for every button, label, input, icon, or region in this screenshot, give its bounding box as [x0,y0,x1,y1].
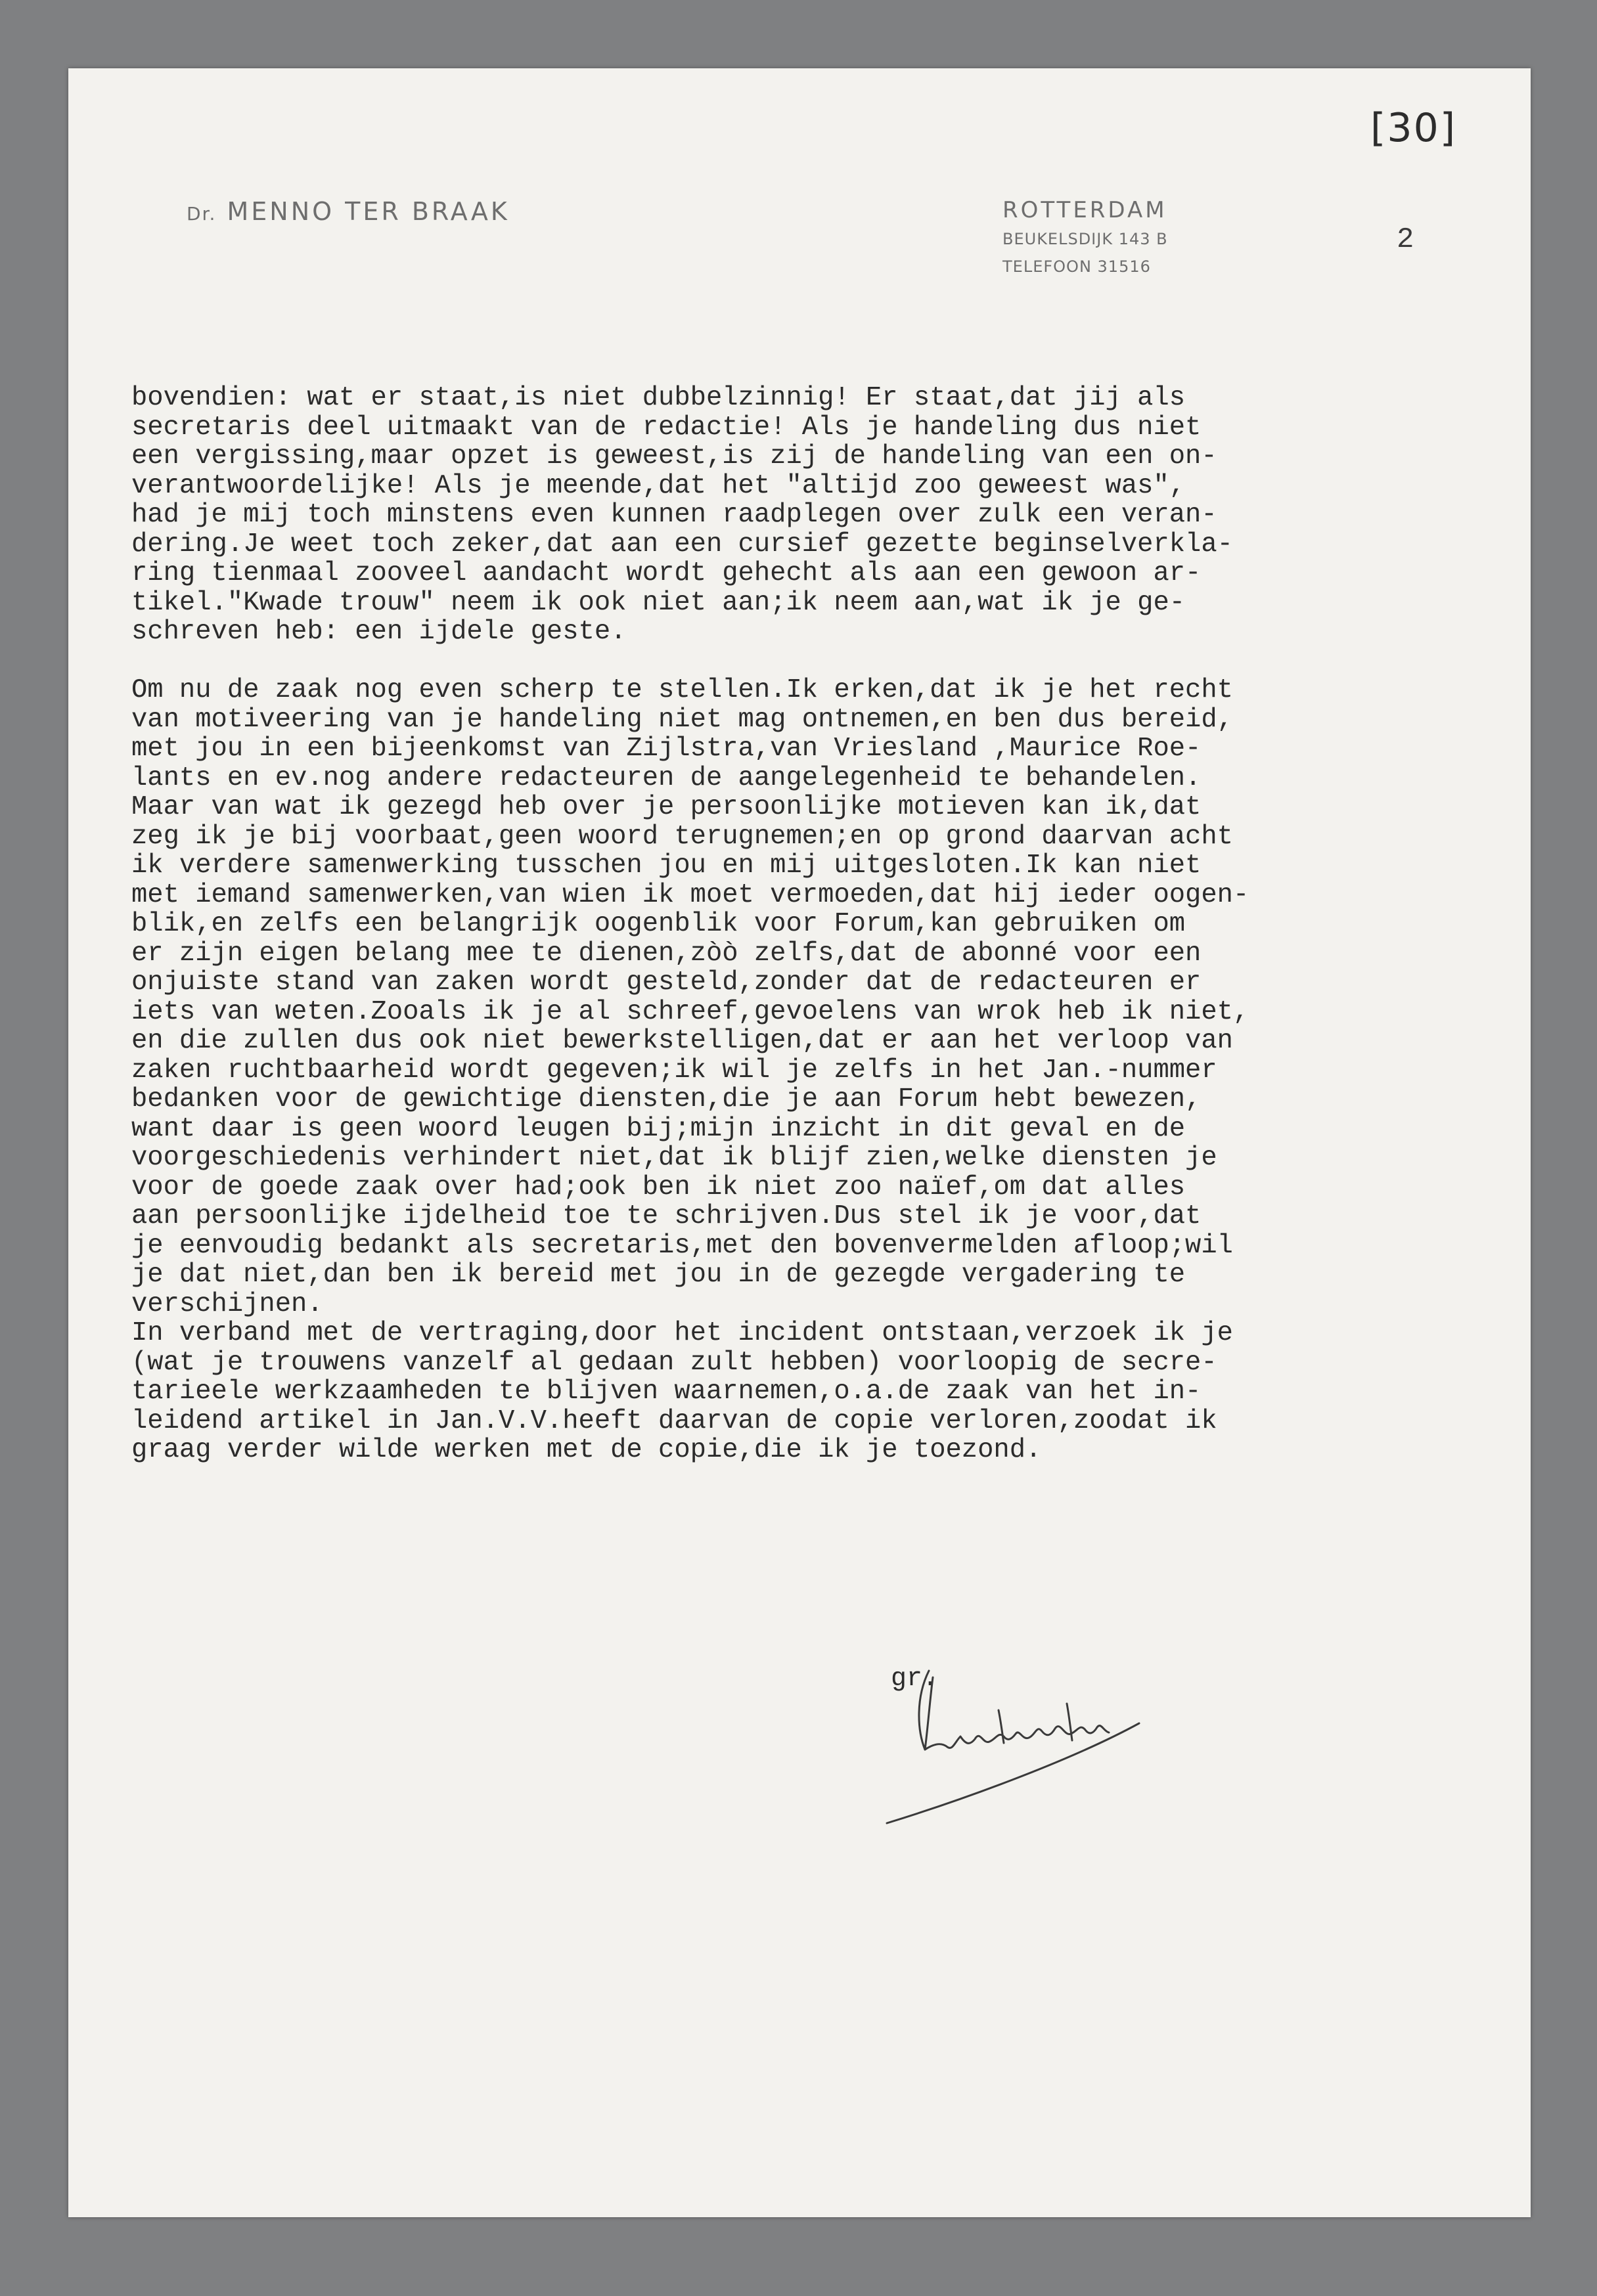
text-line: schreven heb: een ijdele geste. [131,617,627,647]
text-line: dering.Je weet toch zeker,dat aan een cursief gezette beginselverkla- [131,529,1233,560]
text-line: bovendien: wat er staat,is niet dubbelzinnig! Er staat,dat jij als [131,383,1186,413]
text-line: met jou in een bijeenkomst van Zijlstra,van Vriesland ,Maurice Roe- [131,734,1202,764]
text-line: voor de goede zaak over had;ook ben ik niet zoo naïef,om dat alles [131,1172,1186,1203]
page-number: 2 [1397,223,1414,256]
text-line: ring tienmaal zooveel aandacht wordt gehecht als aan een gewoon ar- [131,558,1202,588]
text-line: Om nu de zaak nog even scherp te stellen.Ik erken,dat ik je het recht [131,675,1233,705]
paragraph-2 [131,676,1524,1465]
text-line: secretaris deel uitmaakt van de redactie! Als je handeling dus niet [131,412,1202,443]
text-line: want daar is geen woord leugen bij;mijn inzicht in dit geval en de [131,1113,1186,1144]
text-line: je eenvoudig bedankt als secretaris,met den bovenvermelden afloop;wil [131,1230,1233,1261]
letterhead-address-block [1002,197,1168,278]
letterhead-city: ROTTERDAM [1002,197,1167,223]
text-line: een vergissing,maar opzet is geweest,is zij de handeling van een on- [131,441,1217,472]
text-line: tikel."Kwade trouw" neem ik ook niet aan;ik neem aan,wat ik je ge- [131,587,1186,618]
text-line: voorgeschiedenis verhindert niet,dat ik blijf zien,welke diensten je [131,1143,1217,1173]
text-line: leidend artikel in Jan.V.V.heeft daarvan de copie verloren,zoodat ik [131,1405,1217,1436]
text-line: zaken ruchtbaarheid wordt gegeven;ik wil je zelfs in het Jan.-nummer [131,1055,1217,1086]
text-line: zeg ik je bij voorbaat,geen woord terugnemen;en op grond daarvan acht [131,821,1233,852]
text-line: aan persoonlijke ijdelheid toe te schrijven.Dus stel ik je voor,dat [131,1201,1202,1231]
text-line: iets van weten.Zooals ik je al schreef,gevoelens van wrok heb ik niet, [131,996,1249,1027]
text-line: verschijnen. [131,1289,323,1319]
text-line: er zijn eigen belang mee te dienen,zòò zelfs,dat de abonné voor een [131,938,1202,969]
text-line: had je mij toch minstens even kunnen raadplegen over zulk een veran- [131,500,1217,530]
text-line: lants en ev.nog andere redacteuren de aangelegenheid te behandelen. [131,762,1202,793]
closing-greeting: gr. [891,1664,939,1694]
text-line: In verband met de vertraging,door het incident ontstaan,verzoek ik je [131,1318,1233,1348]
letterhead-phone: TELEFOON 31516 [1002,257,1151,276]
text-line: je dat niet,dan ben ik bereid met jou in de gezegde vergadering te [131,1260,1186,1290]
handwritten-signature [870,1658,1343,1933]
text-line: met iemand samenwerken,van wien ik moet vermoeden,dat hij ieder oogen- [131,879,1249,910]
text-line: van motiveering van je handeling niet mag ontnemen,en ben dus bereid, [131,704,1233,735]
letterhead-name [187,197,510,226]
letterhead-prefix: Dr. [187,203,217,225]
text-line: ik verdere samenwerking tusschen jou en mij uitgesloten.Ik kan niet [131,850,1202,881]
letterhead-street: BEUKELSDIJK 143 B [1002,230,1168,248]
archive-number: [30] [1370,105,1457,151]
text-line: onjuiste stand van zaken wordt gesteld,zonder dat de redacteuren er [131,967,1202,998]
text-line: tarieele werkzaamheden te blijven waarnemen,o.a.de zaak van het in- [131,1377,1202,1407]
letterhead-author: MENNO TER BRAAK [227,197,510,226]
text-line: blik,en zelfs een belangrijk oogenblik voor Forum,kan gebruiken om [131,909,1186,939]
text-line: Maar van wat ik gezegd heb over je persoonlijke motieven kan ik,dat [131,792,1202,822]
text-line: graag verder wilde werken met de copie,die ik je toezond. [131,1435,1042,1465]
paragraph-gap [131,647,1524,676]
paragraph-1 [131,384,1524,647]
text-line: bedanken voor de gewichtige diensten,die je aan Forum hebt bewezen, [131,1084,1202,1115]
text-line: en die zullen dus ook niet bewerkstelligen,dat er aan het verloop van [131,1026,1233,1056]
text-line: (wat je trouwens vanzelf al gedaan zult hebben) voorloopig de secre- [131,1347,1217,1378]
letter-sheet [68,68,1531,2217]
letter-body [131,384,1524,1465]
text-line: verantwoordelijke! Als je meende,dat het "altijd zoo geweest was", [131,470,1186,501]
